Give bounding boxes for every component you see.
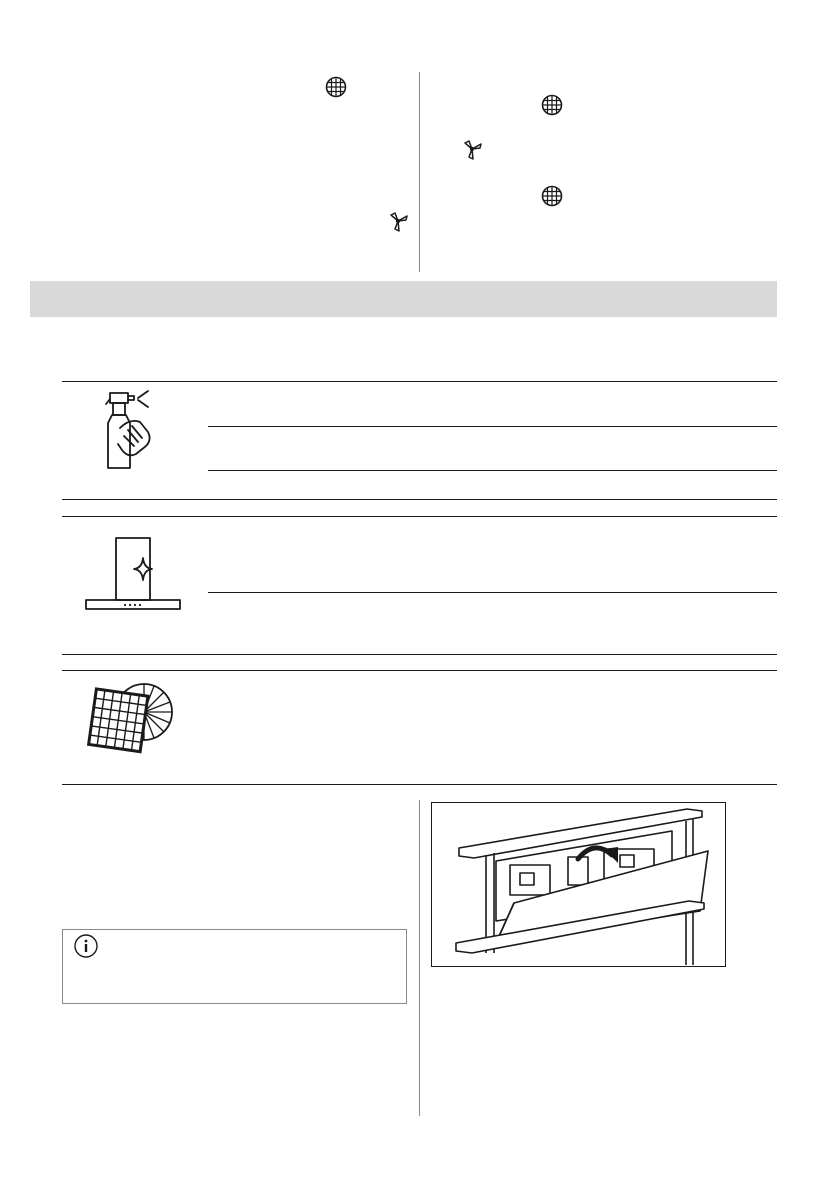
section-heading-bar — [30, 281, 777, 317]
grease-filter-icon — [325, 76, 347, 98]
table-rule — [208, 426, 777, 427]
column-divider-bottom — [419, 800, 420, 1116]
grease-and-carbon-filter-icon — [86, 678, 178, 760]
table-rule — [62, 670, 777, 671]
table-rule — [208, 470, 777, 471]
clean-hood-icon — [84, 535, 182, 613]
table-rule — [62, 654, 777, 655]
info-icon — [73, 933, 99, 959]
grease-filter-icon — [541, 185, 563, 207]
hood-illustration — [432, 803, 725, 966]
fan-icon — [460, 138, 484, 162]
column-divider-top — [419, 72, 420, 272]
hood-panel-figure — [431, 802, 726, 967]
table-rule — [62, 784, 777, 785]
grease-filter-icon — [541, 94, 563, 116]
table-rule — [62, 499, 777, 500]
table-rule — [208, 592, 777, 593]
table-rule — [62, 381, 777, 382]
table-rule — [62, 516, 777, 517]
spray-and-cloth-icon — [100, 388, 158, 472]
info-note-box — [62, 929, 407, 1004]
fan-icon — [386, 210, 410, 234]
